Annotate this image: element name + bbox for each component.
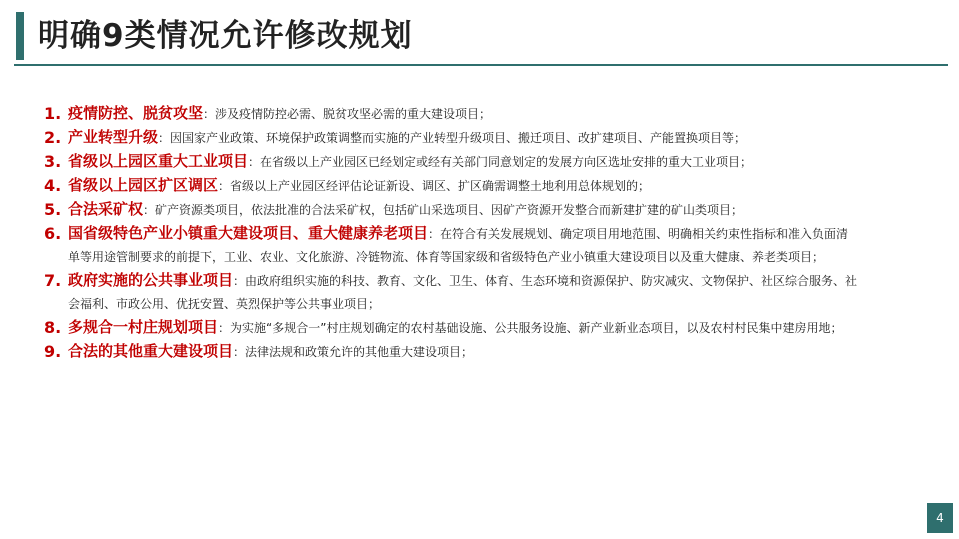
page-number: 4: [927, 503, 953, 533]
item-heading: 产业转型升级: [68, 128, 159, 146]
list-item: [44, 316, 864, 340]
item-number: 6.: [44, 224, 62, 243]
list-item: [44, 198, 864, 222]
item-text: ：在省级以上产业园区已经划定或经有关部门同意划定的发展方向区选址安排的重大工业项目；: [248, 155, 753, 169]
list-item: [44, 269, 864, 316]
list-item: [44, 126, 864, 150]
item-heading: 省级以上园区重大工业项目: [68, 152, 249, 170]
item-heading: 合法采矿权: [68, 200, 144, 218]
item-number: 3.: [44, 152, 62, 171]
item-text: ：因国家产业政策、环境保护政策调整而实施的产业转型升级项目、搬迁项目、改扩建项目、产能置换项目等；: [158, 131, 747, 145]
item-text: ：由政府组织实施的科技、教育、文化、卫生、体育、生态环境和资源保护、防灾减灾、文物保护、社区综合服务、社会福利、市政公用、优抚安置、英烈保护等公共事业项目；: [68, 274, 858, 311]
item-text: ：为实施“多规合一”村庄规划确定的农村基础设施、公共服务设施、新产业新业态项目，以及农村村民集中建房用地；: [218, 321, 843, 335]
list-item: [44, 174, 864, 198]
item-heading: 省级以上园区扩区调区: [68, 176, 219, 194]
list-item: [44, 222, 864, 269]
list-item: [44, 102, 864, 126]
item-heading: 合法的其他重大建设项目: [68, 342, 234, 360]
item-number: 8.: [44, 318, 62, 337]
item-number: 9.: [44, 342, 62, 361]
item-number: 2.: [44, 128, 62, 147]
item-text: ：涉及疫情防控必需、脱贫攻坚必需的重大建设项目；: [203, 107, 492, 121]
policy-list: [44, 102, 864, 364]
item-heading: 政府实施的公共事业项目: [68, 271, 234, 289]
item-text: ：矿产资源类项目，依法批准的合法采矿权，包括矿山采选项目、因矿产资源开发整合而新建扩建的矿山类项目；: [143, 203, 744, 217]
page-title: 明确9类情况允许修改规划: [38, 18, 413, 54]
item-heading: 多规合一村庄规划项目: [68, 318, 219, 336]
item-number: 1.: [44, 104, 62, 123]
item-number: 5.: [44, 200, 62, 219]
item-heading: 疫情防控、脱贫攻坚: [68, 104, 204, 122]
list-item: [44, 340, 864, 364]
item-text: ：在符合有关发展规划、确定项目用地范围、明确相关约束性指标和准入负面清单等用途管制要求的前提下，工业、农业、文化旅游、冷链物流、体育等国家级和省级特色产业小镇重大建设项目以及重大健康、养老类项目；: [68, 227, 849, 264]
item-text: ：法律法规和政策允许的其他重大建设项目；: [233, 345, 474, 359]
item-number: 4.: [44, 176, 62, 195]
list-item: [44, 150, 864, 174]
item-heading: 国省级特色产业小镇重大建设项目、重大健康养老项目: [68, 224, 429, 242]
item-number: 7.: [44, 271, 62, 290]
item-text: ：省级以上产业园区经评估论证新设、调区、扩区确需调整土地利用总体规划的；: [218, 179, 651, 193]
title-divider: [14, 64, 948, 66]
title-accent-bar: [16, 12, 24, 60]
